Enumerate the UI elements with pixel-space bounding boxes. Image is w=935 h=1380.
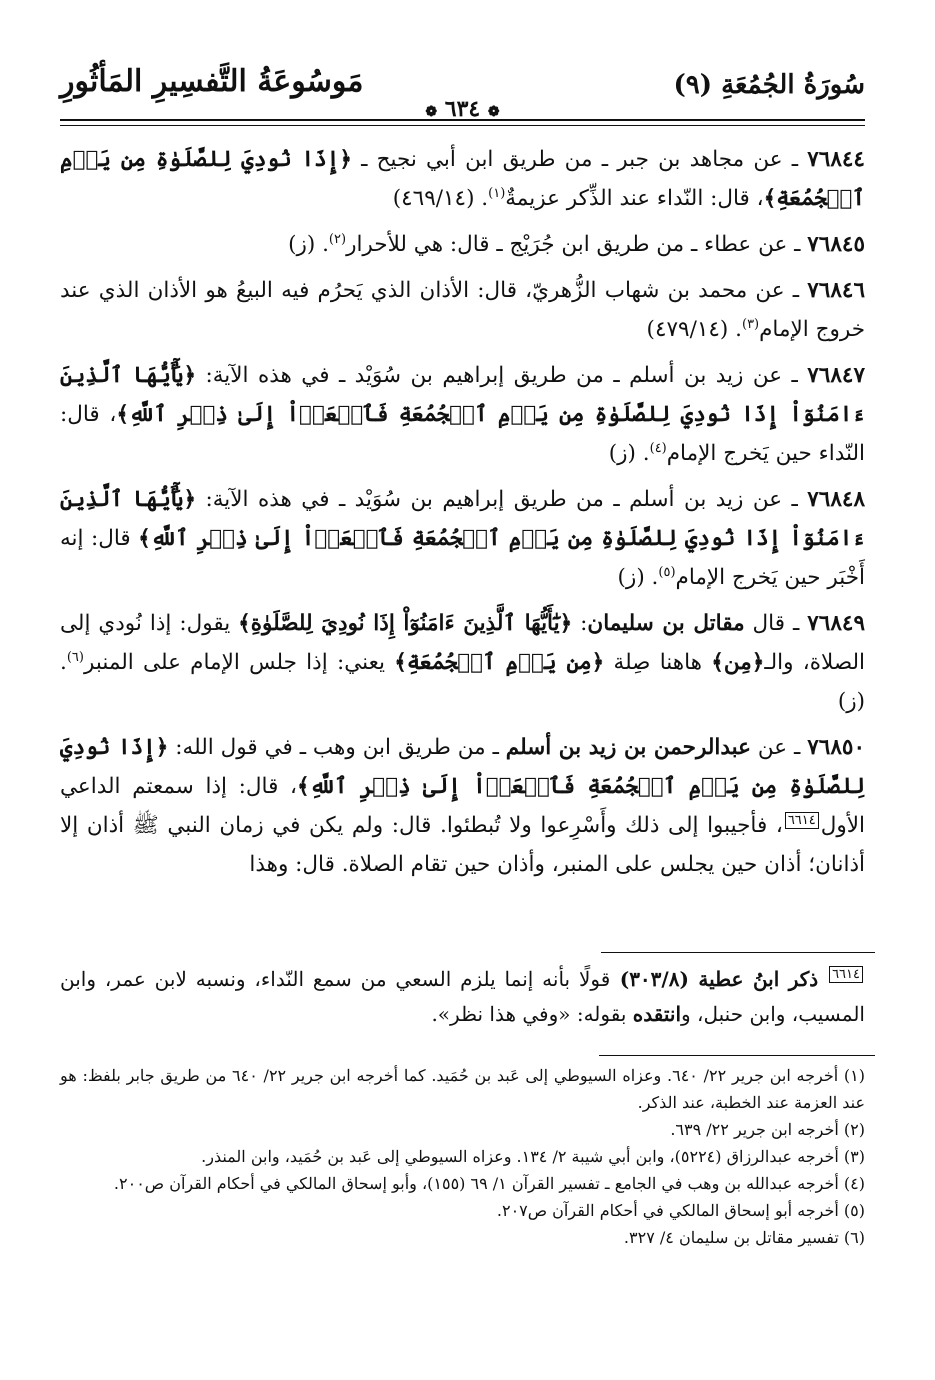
- quran-quote: ﴿إِذَا نُودِيَ لِلصَّلَوٰةِ مِن يَوۡمِ ٱلۡجُمُعَةِ﴾: [60, 147, 865, 211]
- entry-number: ٧٦٨٤٧: [807, 363, 865, 388]
- quran-quote: ﴿يَٰٓأَيُّهَا ٱلَّذِينَ ءَامَنُوٓاْ إِذَا نُودِيَ لِلصَّلَوٰةِ مِن يَوۡمِ ٱلۡجُمُعَةِ فَٱسۡعَوۡاْ إِلَىٰ ذِكۡرِ ٱللَّهِ﴾: [60, 363, 865, 427]
- entry-text: ـ عن عطاء ـ من طريق ابن جُرَيْج ـ قال: هي للأحرار: [346, 232, 808, 257]
- comment-separator: [601, 952, 875, 953]
- footnote-ref: (٦): [66, 649, 84, 665]
- entry-text: ، قال: النّداء حين يَخرج الإمام: [60, 402, 865, 466]
- quran-quote: ﴿إِذَا نُودِيَ لِلصَّلَوٰةِ مِن يَوۡمِ ٱلۡجُمُعَةِ فَٱسۡعَوۡاْ إِلَىٰ ذِكۡرِ ٱللَّهِ﴾: [60, 735, 865, 799]
- entry-text: . (ز): [288, 232, 329, 257]
- entry-text: ، فأجيبوا إلى ذلك وأَسْرِعوا ولا تُبطئوا. قال: ولم يكن في زمان النبي ﷺ أذان إلا أذانان؛ أذان حين يجلس على المنبر، وأذان حين تقام الصلاة. قال: وهذا: [60, 813, 865, 877]
- quran-quote: ﴿يَٰٓأَيُّهَا ٱلَّذِينَ ءَامَنُوٓاْ إِذَا نُودِيَ لِلصَّلَوٰةِ مِن يَوۡمِ ٱلۡجُمُعَةِ فَٱسۡعَوۡاْ إِلَىٰ ذِكۡرِ ٱللَّهِ﴾: [60, 487, 865, 551]
- entry-text: ـ عن مجاهد بن جبر ـ من طريق ابن أبي نجيح ـ: [351, 147, 808, 172]
- ornament-icon: ❁: [425, 104, 438, 120]
- narration-entry: [60, 604, 865, 721]
- footnote: (٦) تفسير مقاتل بن سليمان ٤/ ٣٢٧.: [623, 1228, 865, 1247]
- entry-number: ٧٦٨٤٨: [807, 487, 865, 512]
- entry-text: ، قال: إذا سمعتم الداعي الأول: [60, 774, 865, 838]
- comment-ref-marker: ٦٦١٤: [785, 812, 819, 829]
- entry-text: يعني: إذا جلس الإمام على المنبر: [83, 650, 395, 675]
- entry-text: يقول: إذا نُودي إلى الصلاة، والـ: [60, 611, 866, 675]
- quran-quote: ﴿يَٰٓأَيُّهَا ٱلَّذِينَ ءَامَنُوٓاْ إِذَا نُودِيَ لِلصَّلَوٰةِ﴾: [238, 611, 573, 636]
- footnote-ref: (٢): [328, 231, 347, 247]
- page-header: [60, 64, 865, 126]
- comment-ref: (٣٠٣/٨): [610, 967, 699, 991]
- entry-text: ، قال: النّداء عند الذِّكر عزيمةٌ: [505, 186, 764, 211]
- editor-comment: [60, 962, 865, 1032]
- narration-entry: [60, 271, 865, 349]
- main-text: [60, 140, 865, 891]
- narration-entry: [60, 728, 865, 884]
- footnote-ref: (٣): [741, 316, 760, 332]
- surah-title: سُورَةُ الجُمُعَةِ (٩): [673, 70, 865, 100]
- entry-text: . (٤٧٩/١٤): [646, 317, 742, 342]
- footnotes: [60, 1062, 865, 1251]
- header-rule: [60, 119, 865, 126]
- entry-text: . (٤٦٩/١٤): [392, 186, 489, 211]
- narration-entry: [60, 225, 865, 264]
- page-number: ❁ ٦٣٤ ❁: [425, 96, 500, 122]
- narration-entry: [60, 140, 865, 218]
- entry-text: ـ عن زيد بن أسلم ـ من طريق إبراهيم بن سُوَيْد ـ في هذه الآية:: [196, 487, 808, 512]
- entry-number: ٧٦٨٤٤: [807, 147, 865, 172]
- quran-quote: ﴿مِن يَوۡمِ ٱلۡجُمُعَةِ﴾: [394, 650, 605, 675]
- footnote: (٢) أخرجه ابن جرير ٢٢/ ٦٣٩.: [670, 1120, 865, 1139]
- footnote: (١) أخرجه ابن جرير ٢٢/ ٦٤٠. وعزاه السيوطي إلى عَبد بن حُمَيد. كما أخرجه ابن جرير ٢٢/ ٦٤٠ من طريق جابر بلفظ: هو عند العزمة عند الخطبة، عند الذكر.: [60, 1066, 866, 1112]
- entry-text: ـ عن زيد بن أسلم ـ من طريق إبراهيم بن سُوَيْد ـ في هذه الآية:: [196, 363, 808, 388]
- comment-text: قولًا بأنه إنما يلزم السعي من سمع النّداء، ونسبه لابن عمر، وابن المسيب، وابن حنبل، و: [60, 967, 865, 1026]
- entry-text: . (ز): [617, 565, 659, 590]
- footnote: (٥) أخرجه أبو إسحاق المالكي في أحكام القرآن ص٢٠٧.: [496, 1201, 865, 1220]
- entry-text: ـ عن: [750, 735, 808, 760]
- footnote: (٤) أخرجه عبدالله بن وهب في الجامع ـ تفسير القرآن ١/ ٦٩ (١٥٥)، وأبو إسحاق المالكي في أحكام القرآن ص٢٠٠.: [113, 1174, 865, 1193]
- footnote: (٣) أخرجه عبدالرزاق (٥٢٢٤)، وابن أبي شيبة ٢/ ١٣٤. وعزاه السيوطي إلى عَبد بن حُمَيد، وابن المنذر.: [201, 1147, 865, 1166]
- footnote-separator: [599, 1055, 875, 1056]
- quran-quote: ﴿مِن﴾: [711, 650, 765, 675]
- entry-text: . (ز): [60, 650, 865, 714]
- ornament-icon: ❁: [487, 104, 500, 120]
- entry-text: ـ من طريق ابن وهب ـ في قول الله:: [168, 735, 506, 760]
- entry-number: ٧٦٨٤٦: [807, 278, 865, 303]
- entry-text: . (ز): [608, 441, 650, 466]
- entry-text: ـ عن محمد بن شهاب الزُّهريّ، قال: الأذان الذي يَحرُم فيه البيعُ هو الأذان الذي عند خروج الإمام: [60, 278, 865, 342]
- book-title: مَوسُوعَةُ التَّفسِيرِ المَأثُورِ: [60, 64, 364, 99]
- narrator-name: عبدالرحمن بن زيد بن أسلم: [505, 735, 751, 760]
- narration-entry: [60, 356, 865, 473]
- comment-bold: انتقده: [632, 1002, 682, 1026]
- narration-entry: [60, 480, 865, 597]
- footnote-ref: (١): [488, 185, 506, 201]
- entry-text: هاهنا صِلة: [604, 650, 712, 675]
- footnote-ref: (٥): [658, 564, 676, 580]
- comment-marker: ٦٦١٤: [829, 966, 863, 983]
- comment-text-end: بقوله: «وفي هذا نظر».: [431, 1002, 633, 1026]
- narrator-name: مقاتل بن سليمان: [587, 611, 745, 636]
- entry-number: ٧٦٨٥٠: [807, 735, 865, 760]
- entry-text: :: [572, 611, 588, 636]
- comment-name: ذكر ابنُ عطية: [698, 967, 819, 991]
- entry-number: ٧٦٨٤٩: [807, 611, 865, 636]
- entry-number: ٧٦٨٤٥: [807, 232, 865, 257]
- entry-text: قال: إنه أَخْبَر حين يَخرج الإمام: [60, 526, 865, 590]
- footnote-ref: (٤): [649, 440, 667, 456]
- entry-text: ـ قال: [744, 611, 808, 636]
